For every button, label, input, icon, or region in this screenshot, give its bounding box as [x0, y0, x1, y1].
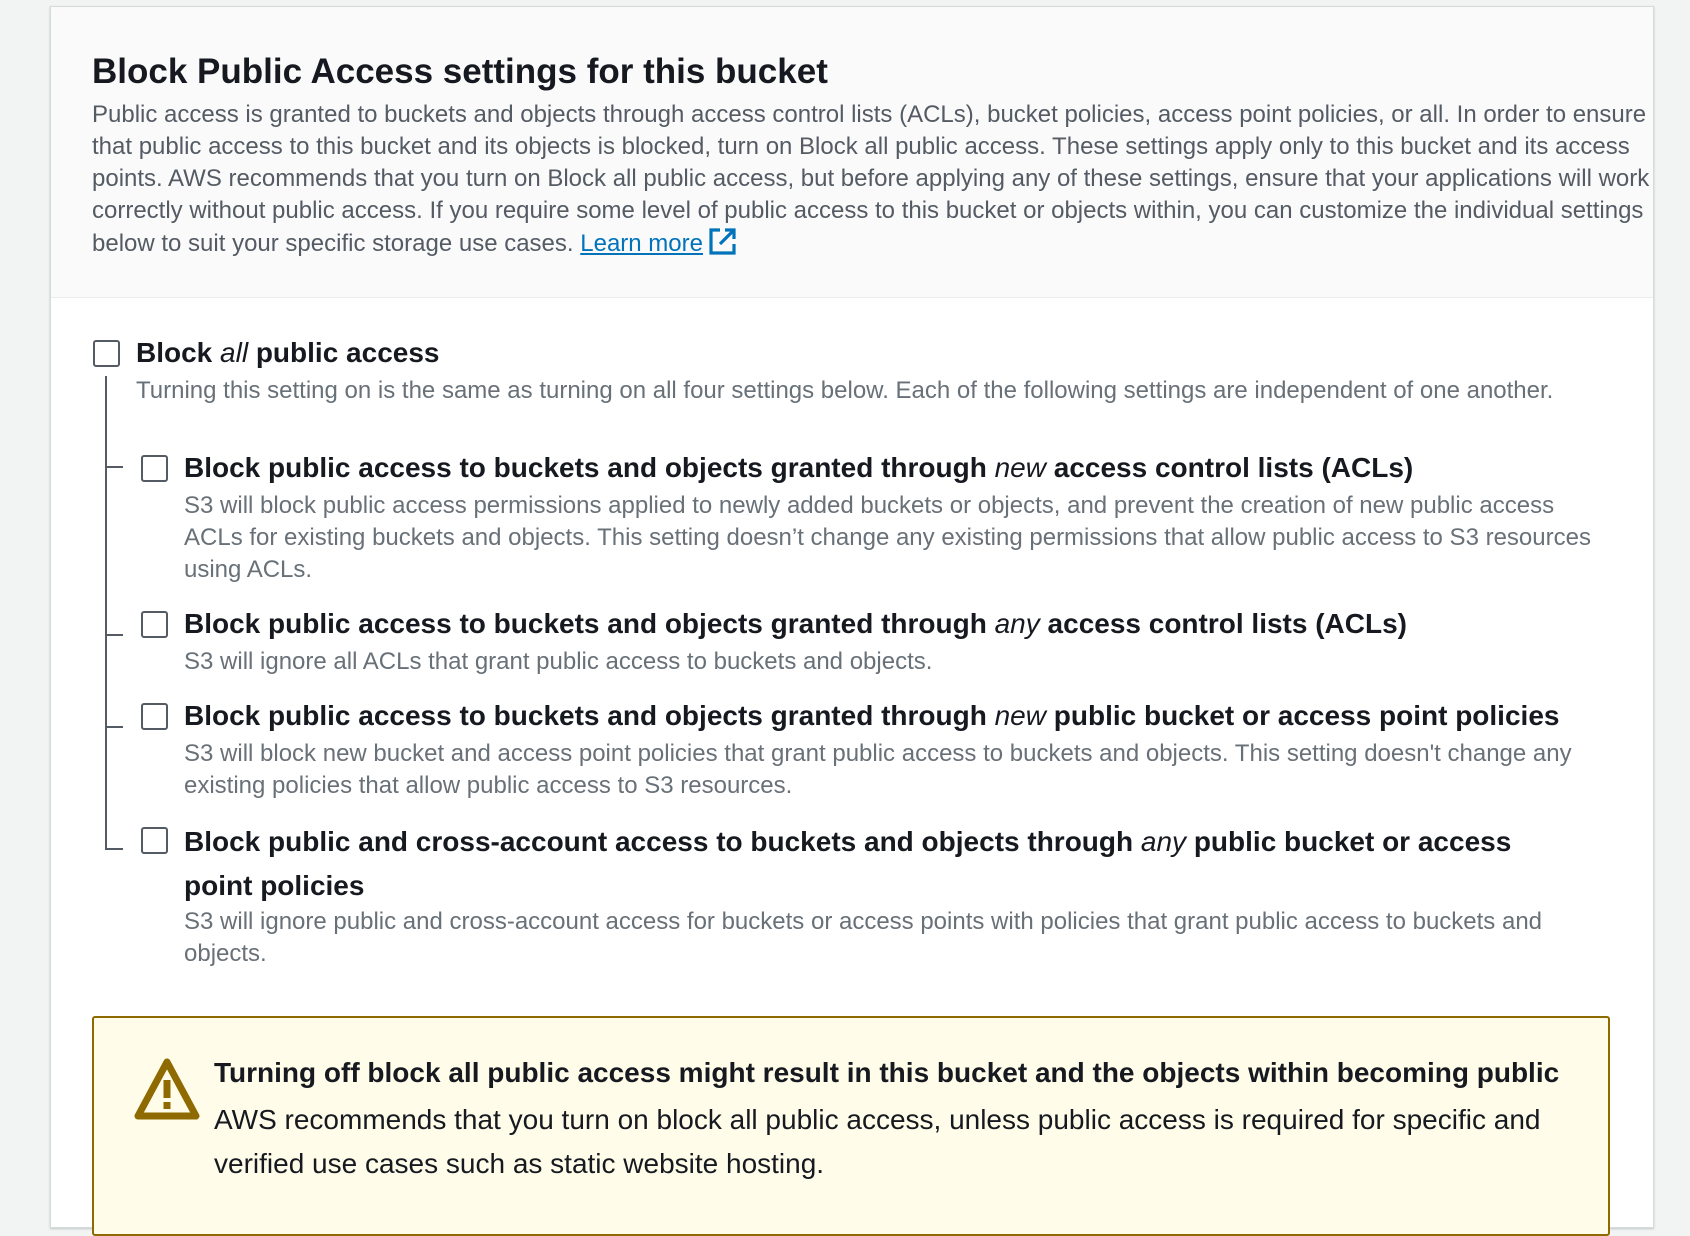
option-label-text: Block public access to buckets and objects granted through [184, 608, 995, 639]
option-any-policies-label [184, 820, 1584, 908]
page-description [92, 99, 1652, 260]
warning-alert [92, 1016, 1610, 1236]
option-label-text: Block public access to buckets and objects granted through [184, 700, 995, 731]
option-new-acls-checkbox[interactable] [141, 455, 168, 482]
option-label-text: Block public access to buckets and objects granted through [184, 452, 995, 483]
block-all-label [136, 333, 439, 373]
block-all-label-text: Block [136, 337, 221, 368]
tree-branch-4 [105, 848, 123, 850]
option-any-policies-description: S3 will ignore public and cross-account access for buckets or access points with policies that grant public access to buckets and objects. [184, 908, 1543, 967]
option-label-em: new [994, 452, 1046, 483]
option-label-em: new [994, 700, 1046, 731]
option-new-policies-description: S3 will block new bucket and access point policies that grant public access to buckets and objects. This setting doesn't change any existing policies that allow public access to S3 resources. [184, 740, 1572, 799]
option-any-acls-label [184, 604, 1407, 644]
option-label-text-end: access control lists (ACLs) [1039, 608, 1407, 639]
option-label-em: any [1140, 826, 1187, 857]
option-any-acls-checkbox[interactable] [141, 611, 168, 638]
panel-header [51, 7, 1653, 298]
option-label-text-end: public bucket or access point policies [1045, 700, 1560, 731]
block-all-checkbox[interactable] [93, 340, 120, 367]
learn-more-link[interactable]: Learn more [580, 230, 703, 257]
option-any-policies-checkbox[interactable] [141, 827, 168, 854]
block-all-label-text-end: public access [248, 337, 440, 368]
option-new-acls-description: S3 will block public access permissions applied to newly added buckets or objects, and prevent the creation of new public access ACLs for existing buckets and objects. This setting doesn’t change any existing permissions that allow public access to S3 resources using ACLs. [184, 492, 1591, 583]
tree-branch-2 [105, 634, 123, 636]
option-label-text: Block public and cross-account access to buckets and objects through [184, 826, 1141, 857]
option-label-text-end: public bucket or access point policies [184, 826, 1512, 901]
tree-connector-line [105, 376, 107, 850]
option-label-text-end: access control lists (ACLs) [1045, 452, 1414, 483]
option-any-acls-description: S3 will ignore all ACLs that grant public access to buckets and objects. [184, 648, 933, 675]
tree-branch-3 [105, 726, 123, 728]
option-label-em: any [994, 608, 1040, 639]
option-new-acls-label [184, 448, 1413, 488]
tree-branch-1 [105, 466, 123, 468]
warning-text: AWS recommends that you turn on block all public access, unless public access is required for specific and verified use cases such as static website hosting. [214, 1104, 1541, 1179]
warning-triangle-icon [134, 1058, 200, 1120]
block-all-description: Turning this setting on is the same as turning on all four settings below. Each of the following settings are independent of one another. [136, 377, 1554, 404]
option-new-policies-checkbox[interactable] [141, 703, 168, 730]
option-new-policies-label [184, 696, 1559, 736]
external-link-icon[interactable] [707, 227, 737, 257]
block-all-label-em: all [220, 337, 249, 368]
warning-title: Turning off block all public access might result in this bucket and the objects within becoming public [214, 1057, 1560, 1088]
description-text: Public access is granted to buckets and objects through access control lists (ACLs), bucket policies, access point policies, or all. In order to ensure that public access to this bucket and its objects is blocked, turn on Block all public access. These settings apply only to this bucket and its access points. AWS recommends that you turn on Block all public access, but before applying any of these settings, ensure that your applications will work correctly without public access. If you require some level of public access to this bucket or objects within, you can customize the individual settings below to suit your specific storage use cases. [92, 101, 1650, 257]
page-title: Block Public Access settings for this bucket [92, 52, 828, 91]
